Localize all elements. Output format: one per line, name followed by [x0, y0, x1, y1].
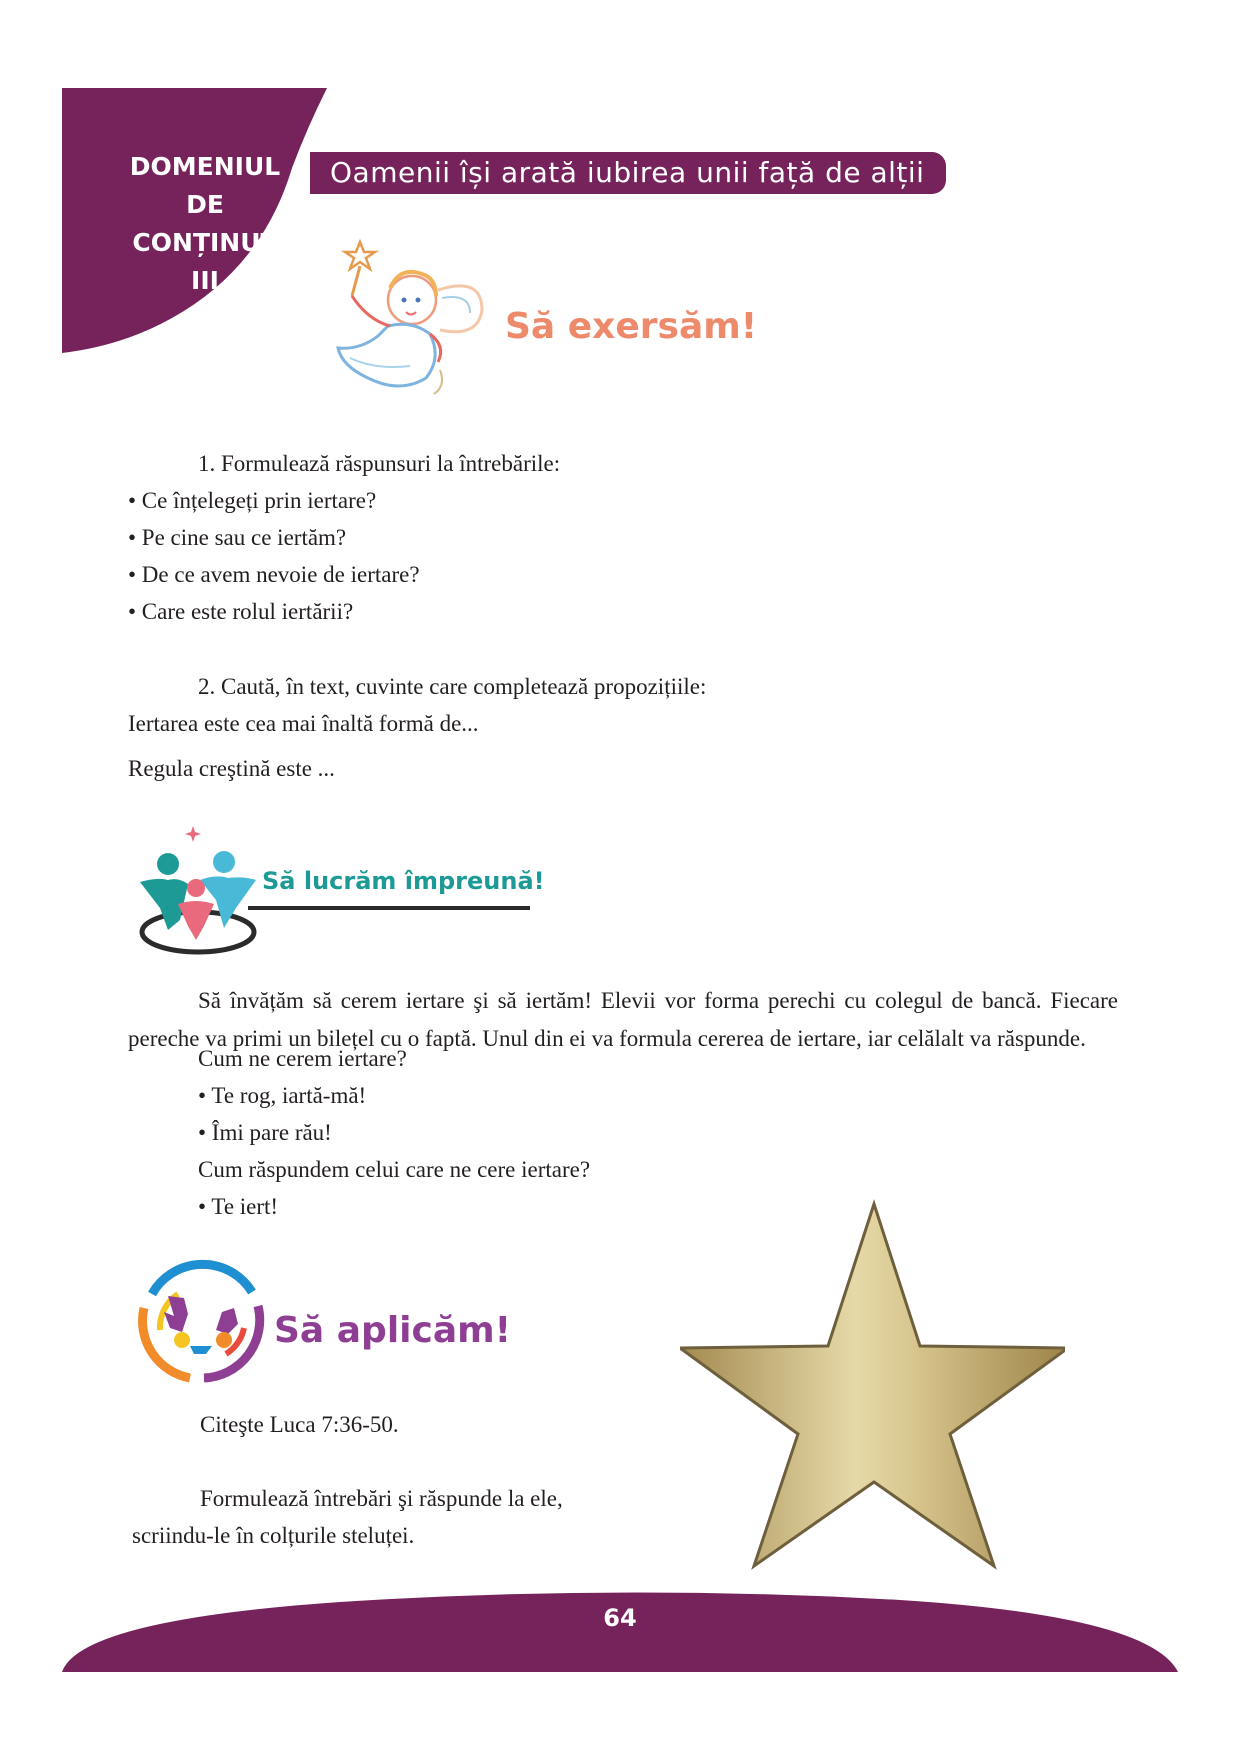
heading-underline [248, 906, 530, 910]
heading-aplicam: Să aplicăm! [274, 1310, 512, 1351]
paragraph-text: Să învățăm să cerem iertare şi să iertăm! Elevii vor forma perechi cu colegul de bancă. Fiecare pereche va primi un bilețel cu o faptă. Unul din ei va formula cererea de iertare, iar celălalt va răspunde. [128, 988, 1118, 1051]
domain-label [110, 148, 300, 300]
page-title: Oamenii își arată iubirea unii față de alții [330, 156, 925, 189]
reading-instruction: Citeşte Luca 7:36-50. [200, 1412, 399, 1437]
domain-line: DE [186, 190, 224, 219]
list-item: • Care este rolul iertării? [128, 599, 354, 624]
hands-circle-icon [134, 1254, 270, 1388]
domain-line: III [191, 266, 219, 295]
dialog-line: • Te rog, iartă-mă! [198, 1083, 367, 1108]
dialog-line: Cum ne cerem iertare? [198, 1046, 407, 1071]
exercise-2-line: Regula creştină este ... [128, 756, 335, 781]
list-item: • De ce avem nevoie de iertare? [128, 562, 420, 587]
heading-lucram: Să lucrăm împreună! [262, 867, 545, 895]
list-item: • Ce înțelegeți prin iertare? [128, 488, 377, 513]
page-number: 64 [603, 1604, 637, 1632]
domain-line: CONȚINUT [132, 228, 278, 257]
fairy-icon [330, 238, 495, 403]
task-line: scriindu-le în colțurile steluței. [132, 1523, 415, 1548]
dialog-line: • Îmi pare rău! [198, 1120, 332, 1145]
exercise-2-title: 2. Caută, în text, cuvinte care completează propozițiile: [198, 674, 707, 699]
heading-exersam: Să exersăm! [505, 306, 758, 347]
group-people-icon [138, 822, 268, 957]
domain-line: DOMENIUL [129, 152, 281, 181]
dialog-line: Cum răspundem celui care ne cere iertare? [198, 1157, 591, 1182]
task-line: Formulează întrebări şi răspunde la ele, [200, 1486, 563, 1511]
exercise-1-title: 1. Formulează răspunsuri la întrebările: [198, 451, 561, 476]
gold-star-icon [680, 1198, 1065, 1570]
exercise-2-line: Iertarea este cea mai înaltă formă de... [128, 711, 479, 736]
dialog-line: • Te iert! [198, 1194, 279, 1219]
list-item: • Pe cine sau ce iertăm? [128, 525, 347, 550]
